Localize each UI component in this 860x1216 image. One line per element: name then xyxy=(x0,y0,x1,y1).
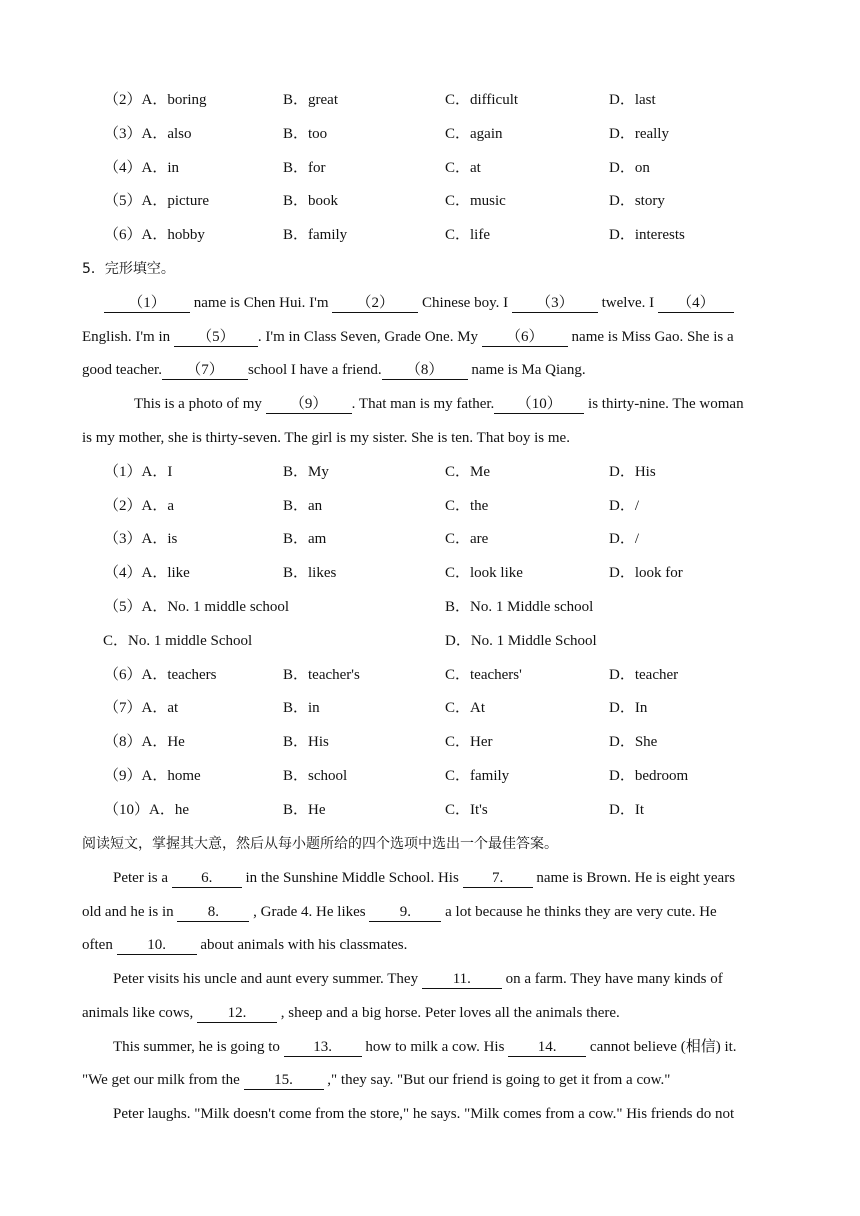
option-d: D．/ xyxy=(609,498,640,514)
blank: 15. xyxy=(244,1072,324,1090)
passage-line: "We get our milk from the 15. ," they say. "But our friend is going to get it from a cow." xyxy=(82,1072,671,1088)
option-c: C．Me xyxy=(445,464,491,480)
blank: （8） xyxy=(382,362,468,380)
option-b: B．too xyxy=(283,126,328,142)
option-row-label: （2）A．boring xyxy=(104,92,207,108)
option-row xyxy=(82,766,778,786)
option-row-label: （3）A．is xyxy=(104,531,178,547)
passage-line: This is a photo of my （9） . That man is my father. （10） is thirty-nine. The woman xyxy=(134,396,744,412)
passage-line: Peter laughs. "Milk doesn't come from the store," he says. "Milk comes from a cow." His friends do not xyxy=(113,1106,735,1122)
option-b: B．My xyxy=(283,464,329,480)
option-row-label: （3）A．also xyxy=(104,126,192,142)
option-row xyxy=(82,191,778,211)
option-row xyxy=(82,698,778,718)
option-c: C．look like xyxy=(445,565,523,581)
blank: 7. xyxy=(463,870,533,888)
option-d: D．on xyxy=(609,160,650,176)
option-c: C．again xyxy=(445,126,503,142)
blank: 14. xyxy=(508,1039,586,1057)
blank: （3） xyxy=(512,295,598,313)
option-row-label: （7）A．at xyxy=(104,700,179,716)
blank: 8. xyxy=(177,904,249,922)
passage-line: Peter visits his uncle and aunt every summer. They 11. on a farm. They have many kinds of xyxy=(113,971,723,987)
option-row-label: （10）A．he xyxy=(104,802,190,818)
option-b: B．great xyxy=(283,92,338,108)
blank: 12. xyxy=(197,1005,277,1023)
blank: 9. xyxy=(369,904,441,922)
option-b: B．He xyxy=(283,802,326,818)
option-d: D．She xyxy=(609,734,658,750)
option-row-label: （1）A．I xyxy=(104,464,173,480)
option-row xyxy=(82,732,778,752)
passage-line: is my mother, she is thirty-seven. The girl is my sister. She is ten. That boy is me. xyxy=(82,430,570,446)
option-d: D．bedroom xyxy=(609,768,689,784)
option-row-label: （9）A．home xyxy=(104,768,201,784)
passage-line: This summer, he is going to 13. how to milk a cow. His 14. cannot believe (相信) it. xyxy=(113,1039,737,1055)
option-d: D．teacher xyxy=(609,667,679,683)
option-b: B．family xyxy=(283,227,348,243)
option-d: D．/ xyxy=(609,531,640,547)
passage-line: （1） name is Chen Hui. I'm （2） Chinese boy. I （3） twelve. I （4） xyxy=(104,293,804,313)
option-c: C．life xyxy=(445,227,490,243)
option-c: C．music xyxy=(445,193,506,209)
blank: （6） xyxy=(482,329,568,347)
option-row xyxy=(82,665,778,685)
blank: （5） xyxy=(174,329,258,347)
option-b: B．school xyxy=(283,768,348,784)
question-heading: 5．完形填空。 xyxy=(82,261,175,277)
option-c: C．at xyxy=(445,160,481,176)
option-row-label: （5）A．picture xyxy=(104,193,209,209)
passage-line: Peter is a 6. in the Sunshine Middle School. His 7. name is Brown. He is eight years xyxy=(113,870,736,886)
option-row-label: （6）A．teachers xyxy=(104,667,217,683)
passage-line: good teacher. （7） school I have a friend. （8） name is Ma Qiang. xyxy=(82,362,586,378)
option-row xyxy=(82,800,778,820)
option-d: D．No. 1 Middle School xyxy=(445,633,597,649)
blank: 13. xyxy=(284,1039,362,1057)
option-d: D．interests xyxy=(609,227,685,243)
passage-line: often 10. about animals with his classmates. xyxy=(82,937,408,953)
blank: 10. xyxy=(117,937,197,955)
option-b: B．likes xyxy=(283,565,337,581)
option-b: B．book xyxy=(283,193,339,209)
option-row xyxy=(82,225,778,245)
option-row xyxy=(82,496,778,516)
option-b: B．for xyxy=(283,160,326,176)
option-c: C．Her xyxy=(445,734,493,750)
option-b: B．an xyxy=(283,498,323,514)
option-c: C．the xyxy=(445,498,489,514)
option-row xyxy=(82,563,778,583)
option-row xyxy=(82,124,778,144)
option-d: D．really xyxy=(609,126,669,142)
option-b: B．am xyxy=(283,531,327,547)
option-b: B．in xyxy=(283,700,320,716)
option-row xyxy=(82,90,778,110)
option-row xyxy=(82,462,778,482)
option-c: C．difficult xyxy=(445,92,519,108)
blank: 6. xyxy=(172,870,242,888)
option-c: C．No. 1 middle School xyxy=(103,633,253,649)
option-row-label: （4）A．like xyxy=(104,565,190,581)
option-c: C．are xyxy=(445,531,489,547)
blank: （9） xyxy=(266,396,352,414)
blank: （4） xyxy=(658,295,734,313)
reading-instruction: 阅读短文，掌握其大意，然后从每小题所给的四个选项中选出一个最佳答案。 xyxy=(82,836,558,852)
passage-line: English. I'm in （5） . I'm in Class Seven, Grade One. My （6） name is Miss Gao. She is a xyxy=(82,329,734,345)
option-b: B．His xyxy=(283,734,329,750)
option-d: D．His xyxy=(609,464,656,480)
option-row-label: （2）A．a xyxy=(104,498,175,514)
option-row-label: （6）A．hobby xyxy=(104,227,205,243)
option-row-label: （5）A．No. 1 middle school xyxy=(104,599,290,615)
blank: （7） xyxy=(162,362,248,380)
passage-line: animals like cows, 12. , sheep and a big horse. Peter loves all the animals there. xyxy=(82,1005,620,1021)
option-row xyxy=(82,158,778,178)
option-d: D．story xyxy=(609,193,665,209)
option-b: B．No. 1 Middle school xyxy=(445,599,594,615)
option-c: C．It's xyxy=(445,802,488,818)
option-row xyxy=(82,597,778,617)
option-d: D．It xyxy=(609,802,644,818)
blank: （2） xyxy=(332,295,418,313)
option-c: C．At xyxy=(445,700,486,716)
option-row-label: （4）A．in xyxy=(104,160,180,176)
option-c: C．teachers' xyxy=(445,667,522,683)
option-d: D．last xyxy=(609,92,656,108)
blank: （10） xyxy=(494,396,584,414)
blank: 11. xyxy=(422,971,502,989)
option-row-label: （8）A．He xyxy=(104,734,185,750)
passage-line: old and he is in 8. , Grade 4. He likes 9. a lot because he thinks they are very cute. He xyxy=(82,904,717,920)
option-d: D．In xyxy=(609,700,648,716)
option-b: B．teacher's xyxy=(283,667,360,683)
option-c: C．family xyxy=(445,768,510,784)
blank: （1） xyxy=(104,295,190,313)
option-row xyxy=(82,529,778,549)
option-row xyxy=(82,631,778,651)
option-d: D．look for xyxy=(609,565,683,581)
